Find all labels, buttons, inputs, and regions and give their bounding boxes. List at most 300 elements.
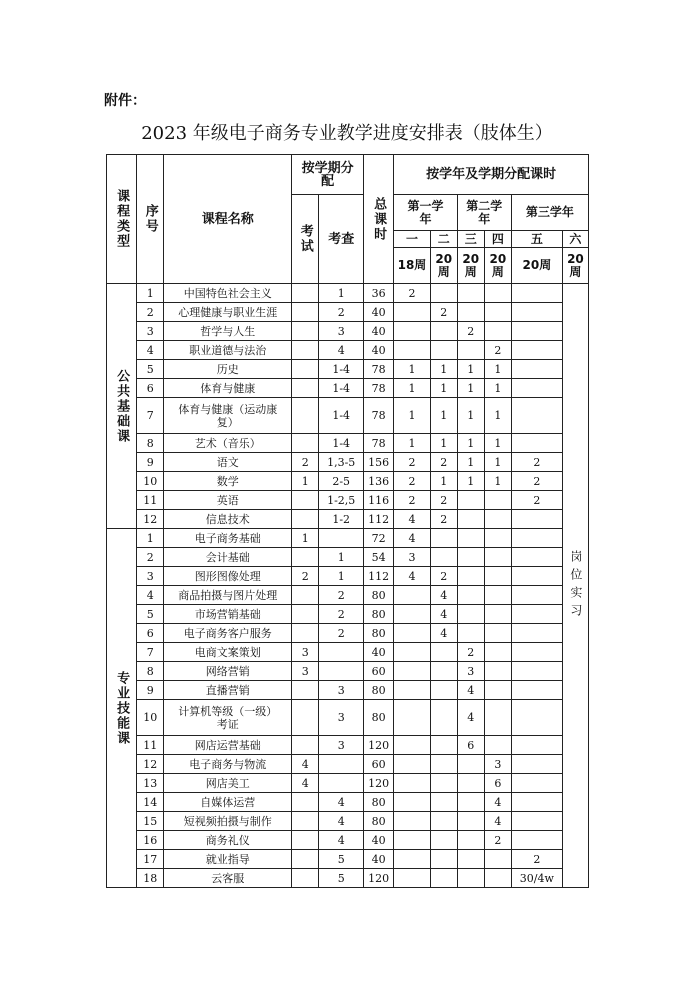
table-row [107, 322, 589, 341]
row-total: 120 [364, 736, 394, 755]
table-row [107, 379, 589, 398]
table-row [107, 567, 589, 586]
row-term-1 [394, 605, 430, 624]
row-exam: 4 [292, 774, 319, 793]
row-term-1: 2 [394, 472, 430, 491]
row-term-1: 2 [394, 284, 430, 303]
row-total: 40 [364, 831, 394, 850]
row-term-3 [457, 774, 484, 793]
row-term-3: 3 [457, 662, 484, 681]
row-term-4 [484, 662, 511, 681]
row-term-4: 1 [484, 398, 511, 434]
row-term-5: 2 [511, 472, 562, 491]
table-row [107, 586, 589, 605]
row-course-name: 自媒体运营 [164, 793, 292, 812]
row-total: 120 [364, 869, 394, 888]
row-exam: 2 [292, 453, 319, 472]
row-term-4 [484, 624, 511, 643]
row-seq: 4 [137, 341, 164, 360]
row-term-1 [394, 303, 430, 322]
row-total: 60 [364, 662, 394, 681]
row-term-1: 2 [394, 453, 430, 472]
row-total: 80 [364, 681, 394, 700]
row-term-2 [430, 774, 457, 793]
row-term-5 [511, 643, 562, 662]
row-term-2 [430, 831, 457, 850]
header-year3: 第三学年 [511, 195, 588, 231]
row-seq: 18 [137, 869, 164, 888]
row-course-name: 网店运营基础 [164, 736, 292, 755]
row-seq: 17 [137, 850, 164, 869]
row-term-5 [511, 774, 562, 793]
row-total: 80 [364, 700, 394, 736]
row-check: 2 [319, 605, 364, 624]
row-check: 3 [319, 700, 364, 736]
table-row [107, 453, 589, 472]
row-check [319, 755, 364, 774]
row-course-name: 市场营销基础 [164, 605, 292, 624]
term-header: 六 [562, 231, 588, 248]
row-term-4 [484, 700, 511, 736]
row-exam [292, 434, 319, 453]
row-check: 3 [319, 681, 364, 700]
row-term-2 [430, 700, 457, 736]
row-term-3: 4 [457, 681, 484, 700]
row-term-1: 1 [394, 360, 430, 379]
row-term-1 [394, 812, 430, 831]
row-seq: 7 [137, 643, 164, 662]
schedule-table [106, 154, 589, 888]
row-course-name: 电商文案策划 [164, 643, 292, 662]
header-by-year: 按学年及学期分配课时 [394, 155, 589, 195]
row-term-3: 1 [457, 472, 484, 491]
row-term-4 [484, 491, 511, 510]
row-term-4: 4 [484, 812, 511, 831]
row-term-1: 1 [394, 398, 430, 434]
row-term-3 [457, 303, 484, 322]
row-check: 2 [319, 624, 364, 643]
row-total: 60 [364, 755, 394, 774]
row-check: 1-4 [319, 379, 364, 398]
table-row [107, 662, 589, 681]
row-total: 112 [364, 567, 394, 586]
row-term-4: 1 [484, 379, 511, 398]
table-row [107, 472, 589, 491]
row-course-name: 体育与健康 [164, 379, 292, 398]
row-term-3: 1 [457, 453, 484, 472]
row-term-5 [511, 379, 562, 398]
row-course-name: 哲学与人生 [164, 322, 292, 341]
row-total: 36 [364, 284, 394, 303]
row-check: 1,3-5 [319, 453, 364, 472]
row-term-5: 2 [511, 491, 562, 510]
row-course-name: 直播营销 [164, 681, 292, 700]
term-header: 二 [430, 231, 457, 248]
row-check: 3 [319, 322, 364, 341]
row-term-1: 4 [394, 567, 430, 586]
row-term-1 [394, 662, 430, 681]
row-check: 4 [319, 793, 364, 812]
table-row [107, 850, 589, 869]
row-exam [292, 341, 319, 360]
row-total: 40 [364, 341, 394, 360]
row-term-5 [511, 567, 562, 586]
row-term-3: 1 [457, 379, 484, 398]
row-term-1: 4 [394, 510, 430, 529]
table-row [107, 605, 589, 624]
row-term-2: 2 [430, 453, 457, 472]
row-term-4: 1 [484, 472, 511, 491]
row-term-2: 2 [430, 303, 457, 322]
row-course-name: 职业道德与法治 [164, 341, 292, 360]
row-check: 5 [319, 850, 364, 869]
row-term-2 [430, 529, 457, 548]
row-term-3 [457, 793, 484, 812]
row-term-2 [430, 322, 457, 341]
row-seq: 3 [137, 567, 164, 586]
table-row [107, 491, 589, 510]
row-total: 78 [364, 434, 394, 453]
row-term-4: 1 [484, 360, 511, 379]
row-exam: 3 [292, 643, 319, 662]
row-term-2 [430, 284, 457, 303]
row-seq: 10 [137, 700, 164, 736]
row-term-1 [394, 869, 430, 888]
row-term-5 [511, 548, 562, 567]
row-term-3: 6 [457, 736, 484, 755]
row-exam: 1 [292, 472, 319, 491]
row-term-5: 2 [511, 453, 562, 472]
row-term-3 [457, 605, 484, 624]
row-course-name: 艺术（音乐） [164, 434, 292, 453]
row-seq: 13 [137, 774, 164, 793]
row-term-5 [511, 360, 562, 379]
row-check: 2 [319, 303, 364, 322]
row-exam [292, 700, 319, 736]
weeks-header: 20周 [562, 248, 588, 284]
row-exam [292, 379, 319, 398]
row-seq: 7 [137, 398, 164, 434]
row-term-3 [457, 869, 484, 888]
row-term-3: 1 [457, 360, 484, 379]
row-term-1 [394, 586, 430, 605]
row-term-4 [484, 510, 511, 529]
table-row [107, 700, 589, 736]
row-total: 40 [364, 322, 394, 341]
row-term-5 [511, 322, 562, 341]
group-label: 公共基础课 [107, 284, 137, 529]
row-seq: 12 [137, 755, 164, 774]
row-term-1: 4 [394, 529, 430, 548]
row-exam [292, 510, 319, 529]
row-seq: 9 [137, 681, 164, 700]
row-course-name: 数学 [164, 472, 292, 491]
table-row [107, 643, 589, 662]
row-term-5 [511, 736, 562, 755]
row-term-2: 4 [430, 586, 457, 605]
header-course-name: 课程名称 [164, 155, 292, 284]
row-check: 1 [319, 548, 364, 567]
table-row [107, 624, 589, 643]
weeks-header: 20周 [511, 248, 562, 284]
row-exam [292, 850, 319, 869]
row-term-4 [484, 303, 511, 322]
row-seq: 16 [137, 831, 164, 850]
row-exam [292, 869, 319, 888]
row-term-5 [511, 529, 562, 548]
row-term-4 [484, 284, 511, 303]
group-label: 专业技能课 [107, 529, 137, 888]
row-term-3 [457, 755, 484, 774]
row-term-5 [511, 793, 562, 812]
table-row [107, 681, 589, 700]
row-term-3: 2 [457, 643, 484, 662]
row-total: 72 [364, 529, 394, 548]
row-exam [292, 812, 319, 831]
row-exam: 4 [292, 755, 319, 774]
row-course-name: 电子商务与物流 [164, 755, 292, 774]
row-term-2: 1 [430, 360, 457, 379]
row-check: 4 [319, 341, 364, 360]
row-course-name: 电子商务基础 [164, 529, 292, 548]
row-term-1 [394, 643, 430, 662]
table-row [107, 812, 589, 831]
row-seq: 5 [137, 605, 164, 624]
row-term-5 [511, 303, 562, 322]
row-exam [292, 322, 319, 341]
header-total-hours: 总课时 [364, 155, 394, 284]
row-term-4: 1 [484, 434, 511, 453]
row-exam [292, 736, 319, 755]
table-row [107, 869, 589, 888]
row-seq: 4 [137, 586, 164, 605]
row-term-1 [394, 831, 430, 850]
row-term-2 [430, 341, 457, 360]
row-total: 40 [364, 850, 394, 869]
row-check: 4 [319, 831, 364, 850]
header-seq: 序号 [137, 155, 164, 284]
row-term-5 [511, 662, 562, 681]
attachment-label: 附件： [104, 93, 146, 109]
row-exam [292, 491, 319, 510]
row-term-3 [457, 831, 484, 850]
row-term-1: 3 [394, 548, 430, 567]
row-term-2 [430, 662, 457, 681]
row-check: 1 [319, 567, 364, 586]
row-term-2 [430, 681, 457, 700]
row-seq: 8 [137, 434, 164, 453]
row-total: 80 [364, 605, 394, 624]
row-term-5 [511, 812, 562, 831]
row-term-4: 1 [484, 453, 511, 472]
row-term-5 [511, 434, 562, 453]
row-exam [292, 831, 319, 850]
header-type: 课程类型 [107, 155, 137, 284]
row-term-3 [457, 510, 484, 529]
row-course-name: 会计基础 [164, 548, 292, 567]
row-course-name: 网络营销 [164, 662, 292, 681]
row-term-4 [484, 548, 511, 567]
table-row [107, 341, 589, 360]
term-header: 五 [511, 231, 562, 248]
row-term-3 [457, 284, 484, 303]
row-term-5 [511, 586, 562, 605]
row-term-3: 1 [457, 434, 484, 453]
term-header: 一 [394, 231, 430, 248]
row-check [319, 662, 364, 681]
row-term-1 [394, 774, 430, 793]
row-check: 3 [319, 736, 364, 755]
table-row [107, 774, 589, 793]
row-term-3 [457, 850, 484, 869]
row-seq: 6 [137, 624, 164, 643]
row-seq: 5 [137, 360, 164, 379]
row-term-4 [484, 605, 511, 624]
row-term-3 [457, 812, 484, 831]
row-check [319, 529, 364, 548]
row-course-name: 就业指导 [164, 850, 292, 869]
row-seq: 1 [137, 529, 164, 548]
row-term-5 [511, 624, 562, 643]
row-term-2: 1 [430, 434, 457, 453]
row-term-3 [457, 548, 484, 567]
row-exam [292, 624, 319, 643]
row-term-1 [394, 624, 430, 643]
row-total: 78 [364, 379, 394, 398]
row-seq: 2 [137, 303, 164, 322]
table-row [107, 398, 589, 434]
table-row [107, 793, 589, 812]
row-term-2 [430, 850, 457, 869]
row-term-5 [511, 755, 562, 774]
row-seq: 2 [137, 548, 164, 567]
row-term-2: 1 [430, 472, 457, 491]
row-term-4: 2 [484, 341, 511, 360]
page-title: 2023 年级电子商务专业教学进度安排表（肢体生） [141, 123, 553, 144]
row-course-name: 历史 [164, 360, 292, 379]
row-term-3: 4 [457, 700, 484, 736]
header-by-semester: 按学期分配 [292, 155, 364, 195]
row-term-1 [394, 755, 430, 774]
row-term-1: 2 [394, 491, 430, 510]
row-course-name: 云客服 [164, 869, 292, 888]
row-term-1 [394, 322, 430, 341]
row-term-3 [457, 567, 484, 586]
row-total: 40 [364, 643, 394, 662]
row-term-3 [457, 491, 484, 510]
row-seq: 11 [137, 491, 164, 510]
row-exam: 1 [292, 529, 319, 548]
table-row [107, 360, 589, 379]
row-term-3: 1 [457, 398, 484, 434]
row-term-3 [457, 341, 484, 360]
row-check: 2 [319, 586, 364, 605]
row-exam [292, 681, 319, 700]
row-term-3 [457, 529, 484, 548]
row-term-1 [394, 793, 430, 812]
row-exam [292, 605, 319, 624]
row-term-3 [457, 624, 484, 643]
row-exam [292, 548, 319, 567]
header-year1: 第一学年 [394, 195, 457, 231]
row-term-2: 2 [430, 510, 457, 529]
row-term-4 [484, 850, 511, 869]
header-year2: 第二学年 [457, 195, 511, 231]
row-term-1: 1 [394, 379, 430, 398]
row-exam [292, 303, 319, 322]
row-term-2: 2 [430, 491, 457, 510]
row-term-5 [511, 681, 562, 700]
row-exam: 2 [292, 567, 319, 586]
row-term-4 [484, 322, 511, 341]
row-exam [292, 398, 319, 434]
row-term-4 [484, 586, 511, 605]
row-seq: 12 [137, 510, 164, 529]
row-term-5 [511, 341, 562, 360]
row-total: 80 [364, 624, 394, 643]
row-course-name: 信息技术 [164, 510, 292, 529]
row-course-name: 体育与健康（运动康复） [164, 398, 292, 434]
row-term-2: 2 [430, 567, 457, 586]
row-term-5 [511, 284, 562, 303]
row-term-4: 3 [484, 755, 511, 774]
row-term-5 [511, 510, 562, 529]
row-term-1 [394, 700, 430, 736]
row-seq: 9 [137, 453, 164, 472]
row-check: 1 [319, 284, 364, 303]
row-course-name: 电子商务客户服务 [164, 624, 292, 643]
row-total: 112 [364, 510, 394, 529]
row-term-4: 4 [484, 793, 511, 812]
row-course-name: 计算机等级（一级）考证 [164, 700, 292, 736]
row-total: 80 [364, 586, 394, 605]
row-check: 2-5 [319, 472, 364, 491]
row-check: 1-4 [319, 434, 364, 453]
weeks-header: 18周 [394, 248, 430, 284]
row-term-1 [394, 850, 430, 869]
row-check: 5 [319, 869, 364, 888]
row-total: 136 [364, 472, 394, 491]
row-term-2: 1 [430, 379, 457, 398]
row-term-2: 1 [430, 398, 457, 434]
row-term-2: 4 [430, 624, 457, 643]
row-term-5 [511, 700, 562, 736]
row-course-name: 短视频拍摄与制作 [164, 812, 292, 831]
row-term-1 [394, 341, 430, 360]
row-term-2 [430, 548, 457, 567]
row-seq: 6 [137, 379, 164, 398]
row-term-3: 2 [457, 322, 484, 341]
table-row [107, 434, 589, 453]
row-total: 116 [364, 491, 394, 510]
row-seq: 15 [137, 812, 164, 831]
table-row [107, 831, 589, 850]
row-term-2 [430, 643, 457, 662]
row-exam: 3 [292, 662, 319, 681]
row-seq: 10 [137, 472, 164, 491]
internship-cell [562, 284, 588, 888]
row-term-1: 1 [394, 434, 430, 453]
table-row [107, 284, 589, 303]
row-exam [292, 360, 319, 379]
row-seq: 11 [137, 736, 164, 755]
term-header: 四 [484, 231, 511, 248]
row-term-2 [430, 793, 457, 812]
term-header: 三 [457, 231, 484, 248]
internship-label: 岗位实习 [568, 549, 583, 622]
weeks-header: 20周 [484, 248, 511, 284]
row-term-2 [430, 812, 457, 831]
